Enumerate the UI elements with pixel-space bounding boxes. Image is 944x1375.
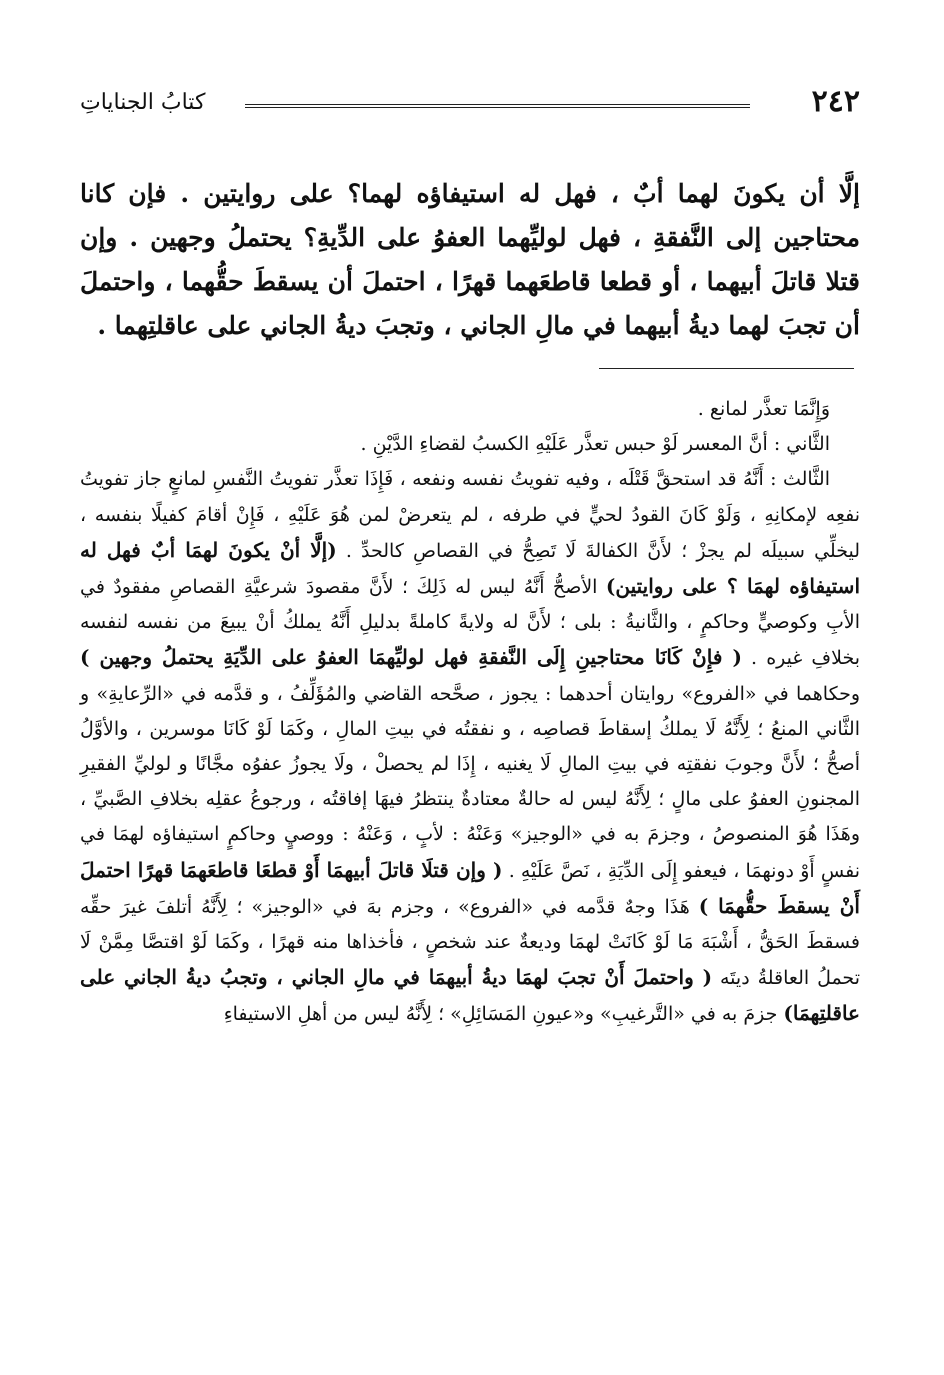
commentary-text: وحكاهما في «الفروع» روايتان أحدهما : يجوز ، صحَّحه القاضي والمُؤَلِّفُ ، و قدَّمه في «الرِّعايةِ» و الثَّاني المنعُ ؛ لِأَنَّهُ لَا يملكُ إسقاطَ قصاصِه ، و نفقتُه في بيتِ المالِ ، وكَمَا لَوْ كَانَا موسرين ، والأوَّلُ أصحُّ ؛ لأَنَّ وجوبَ نفقتِه في بيتِ المالِ لَا يغنيه ، إِذَا لم يحصلْ ، ولَا يجوزُ عفوُه مجَّانًا و لوليِّ الفقيرِ المجنونِ العفوُ على مالٍ ؛ لِأَنَّهُ ليس له حالةٌ معتادةٌ ينتظرُ فيهَا إفاقتُه ، ورجوعُ عقلِه بخلافِ الصَّبيِّ ، وهَذَا هُوَ المنصوصُ ، وجزمَ به في «الوجيز» وَعَنْهُ : لأبٍ ، وَعَنْهُ : ووصيٍ وحاكمٍ استيفاؤه لهمَا في نفسٍ أَوْ دونهمَا ، فيعفو إِلَى الدِّيَةِ ، نَصَّ عَلَيْهِ . (80, 682, 860, 882)
quoted-matn: ( فإِنْ كَانَا محتاجينِ إِلَى النَّفقةِ فهل لوليِّهمَا العفوُ على الدِّيَةِ يحتملُ وجهين ) (80, 645, 742, 670)
commentary-paragraph-2 (80, 427, 860, 462)
commentary-text: جزمَ به في «التَّرغيبِ» و«عيونِ المَسَائِلِ» ؛ لِأَنَّهُ ليس من أهلِ الاستيفاءِ (223, 1003, 778, 1026)
commentary-text: الثَّاني : أنَّ المعسر لَوْ حبس تعذَّر عَلَيْهِ الكسبُ لقضاءِ الدَّيْنِ . (360, 433, 830, 456)
commentary-block (80, 392, 860, 1033)
page-header (80, 84, 860, 124)
page-number: ٢٤٢ (811, 84, 860, 119)
commentary-text: هَذَا وجهٌ قدَّمه في «الفروع» ، وجزم بهَ في «الوجيز» ؛ لِأَنَّهُ أتلفَ غيرَ حقِّه فسقطَ الحَقُّ ، أَشْبَهَ مَا لَوْ كَانَتْ لهمَا وديعةٌ عند شخصٍ ، فأخذاها منه قهرًا ، وكَمَا لَوْ اقتصَّا مِمَّنْ لَا تحملُ العاقلةُ ديتَه (80, 895, 860, 990)
commentary-paragraph-3 (80, 462, 860, 1032)
quoted-matn: ( واحتملَ أَنْ تجبَ لهمَا ديةُ أبيهمَا في مالِ الجاني ، وتجبُ ديةُ الجاني على عاقلتِهمَا) (80, 965, 860, 1026)
footnote-separator (599, 368, 854, 369)
quoted-matn: (إلَّا أنْ يكونَ لهمَا أبٌ فهل له استيفاؤه لهمَا ؟ على روايتين) (80, 537, 860, 599)
commentary-text: الثَّالث : أَنَّهُ قد استحقَّ قَتْلَه ، وفيه تفويتُ نفسه ونفعه ، فَإِذَا تعذَّر تفويتُ النَّفسِ لمانعٍ جاز تفويتُ نفعِه لإمكانِهِ ، وَلَوْ كَانَ القودُ لحيٍّ في طرفه ، لم يتعرضْ لمن هُوَ عَلَيْهِ ، فَإِنْ أقامَ كفيلًا بنفسه ، ليخلِّي سبيلَه لم يجزْ ؛ لأَنَّ الكفالةَ لَا تَصِحُّ في القصاصِ كالحدِّ . (80, 468, 860, 562)
commentary-paragraph-1 (80, 392, 860, 427)
running-title: كتابُ الجناياتِ (80, 90, 206, 115)
commentary-text: وَإِنَّمَا تعذَّر لمانع . (697, 398, 830, 420)
quoted-matn: ( وإن قتلَا قاتلَ أبيهمَا أَوْ قطعَا قاطعَهمَا قهرًا احتملَ أَنْ يسقطَ حقُّهمَا ) (80, 857, 860, 918)
commentary-text: الأصحُّ أَنَّهُ ليس له ذَلِكَ ؛ لأَنَّ مقصودَ شرعيَّةِ القصاصِ مفقودٌ في الأبِ وكوصيٍّ وحاكمٍ ، والثَّانيةُ : بلى ؛ لأَنَّ له ولايةً كاملةً بدليلِ أَنَّهُ يملكُ أنْ يبيعَ من نفسه لنفسه بخلافِ غيره . (80, 576, 860, 670)
main-text-block: إلَّا أن يكونَ لهما أبٌ ، فهل له استيفاؤه لهما؟ على روايتين . فإن كانا محتاجين إلى النَّفقةِ ، فهل لوليِّهما العفوُ على الدِّيةِ؟ يحتملُ وجهين . وإن قتلا قاتلَ أبيهما ، أو قطعا قاطعَهما قهرًا ، احتملَ أن يسقطَ حقُّهما ، واحتملَ أن تجبَ لهما ديةُ أبيهما في مالِ الجاني ، وتجبَ ديةُ الجاني على عاقلتِهما . (80, 179, 860, 340)
header-rule (245, 104, 750, 108)
